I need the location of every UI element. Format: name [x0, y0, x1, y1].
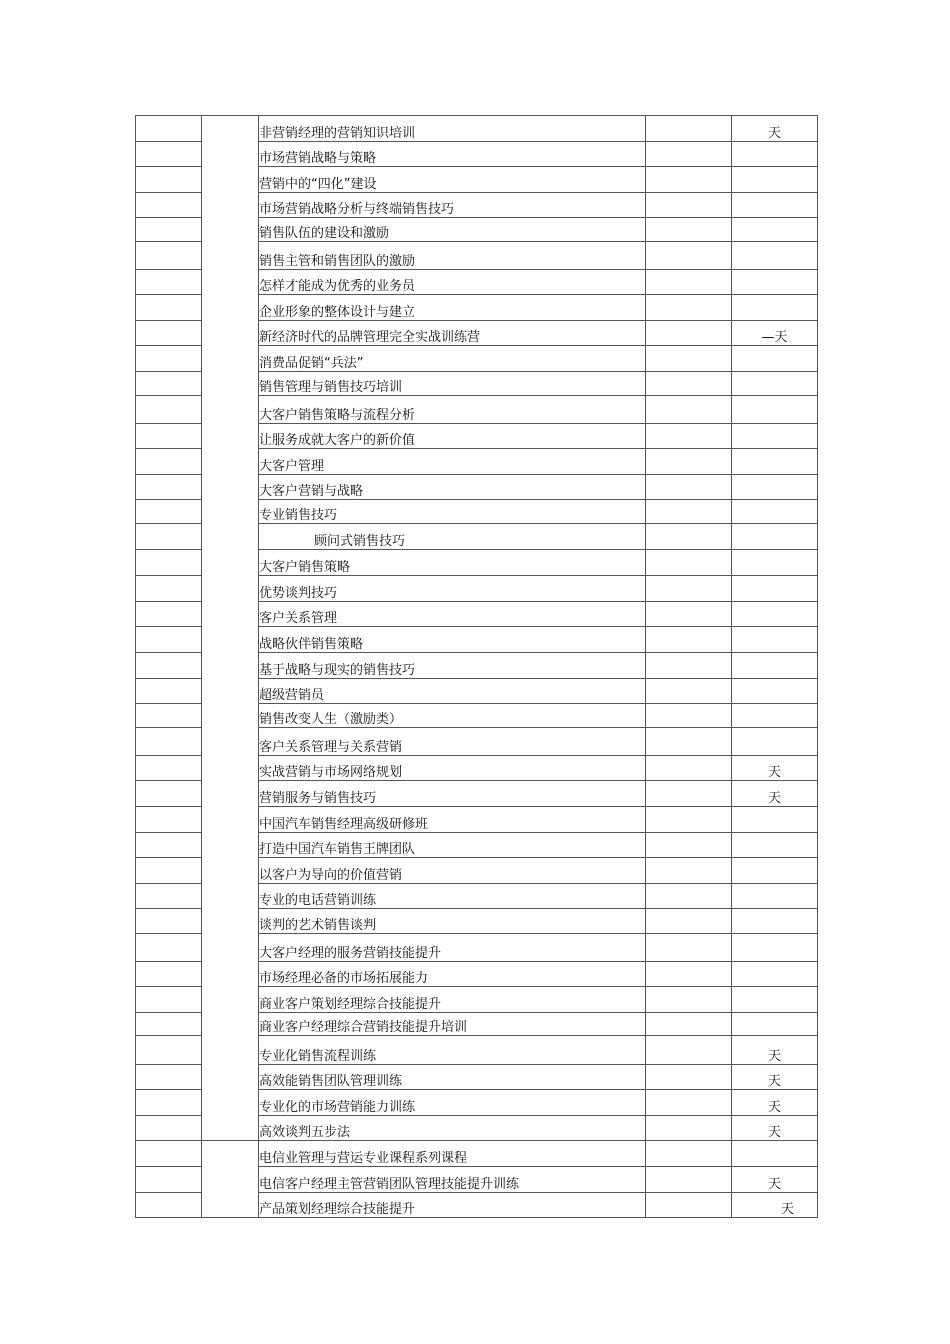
row-index-cell	[136, 807, 202, 833]
course-name: 非营销经理的营销知识培训	[259, 116, 646, 142]
course-duration	[732, 524, 818, 550]
course-name: 基于战略与现实的销售技巧	[259, 653, 646, 679]
course-duration	[732, 1013, 818, 1036]
course-name: 高效能销售团队管理训练	[259, 1065, 646, 1090]
blank-cell	[646, 627, 732, 653]
row-index-cell	[136, 218, 202, 242]
blank-cell	[646, 962, 732, 987]
blank-cell	[646, 424, 732, 449]
row-index-cell	[136, 372, 202, 396]
blank-cell	[646, 500, 732, 524]
course-duration	[732, 167, 818, 193]
course-duration: 天	[732, 1167, 818, 1193]
blank-cell	[646, 372, 732, 396]
blank-cell	[646, 1167, 732, 1193]
course-name: 顾问式销售技巧	[259, 524, 646, 550]
course-duration: 天	[732, 116, 818, 142]
blank-cell	[646, 602, 732, 627]
row-index-cell	[136, 424, 202, 449]
course-name: 新经济时代的品牌管理完全实战训练营	[259, 321, 646, 346]
blank-cell	[646, 396, 732, 424]
course-name: 电信业管理与营运专业课程系列课程	[259, 1141, 646, 1167]
course-table	[135, 115, 818, 1218]
blank-cell	[646, 884, 732, 909]
course-duration	[732, 728, 818, 756]
row-index-cell	[136, 653, 202, 679]
blank-cell	[646, 704, 732, 728]
table-row	[136, 1141, 818, 1167]
row-index-cell	[136, 987, 202, 1013]
course-duration	[732, 679, 818, 704]
row-index-cell	[136, 756, 202, 781]
course-name: 中国汽车销售经理高级研修班	[259, 807, 646, 833]
course-name: 超级营销员	[259, 679, 646, 704]
course-name: 专业化销售流程训练	[259, 1036, 646, 1065]
blank-cell	[646, 781, 732, 807]
course-name: 怎样才能成为优秀的业务员	[259, 270, 646, 295]
course-name: 专业的电话营销训练	[259, 884, 646, 909]
course-name: 以客户为导向的价值营销	[259, 858, 646, 884]
row-index-cell	[136, 242, 202, 270]
blank-cell	[646, 728, 732, 756]
course-name: 商业客户经理综合营销技能提升培训	[259, 1013, 646, 1036]
row-index-cell	[136, 475, 202, 500]
row-index-cell	[136, 1065, 202, 1090]
blank-cell	[646, 807, 732, 833]
course-duration	[732, 627, 818, 653]
blank-cell	[646, 1036, 732, 1065]
course-duration: 天	[732, 1116, 818, 1141]
course-name: 战略伙伴销售策略	[259, 627, 646, 653]
row-index-cell	[136, 346, 202, 372]
course-name: 市场营销战略分析与终端销售技巧	[259, 193, 646, 218]
course-duration	[732, 704, 818, 728]
blank-cell	[646, 679, 732, 704]
row-index-cell	[136, 781, 202, 807]
course-name: 实战营销与市场网络规划	[259, 756, 646, 781]
course-duration	[732, 807, 818, 833]
course-duration: 天	[732, 1036, 818, 1065]
blank-cell	[646, 858, 732, 884]
course-name: 客户关系管理	[259, 602, 646, 627]
course-name: 消费品促销“兵法”	[259, 346, 646, 372]
row-index-cell	[136, 116, 202, 142]
course-name: 销售队伍的建设和激励	[259, 218, 646, 242]
course-duration	[732, 576, 818, 602]
row-index-cell	[136, 500, 202, 524]
course-name: 商业客户策划经理综合技能提升	[259, 987, 646, 1013]
course-name: 大客户营销与战略	[259, 475, 646, 500]
row-index-cell	[136, 576, 202, 602]
row-index-cell	[136, 550, 202, 576]
category-cell	[202, 1141, 259, 1218]
blank-cell	[646, 346, 732, 372]
course-name: 企业形象的整体设计与建立	[259, 295, 646, 321]
row-index-cell	[136, 934, 202, 962]
blank-cell	[646, 167, 732, 193]
course-duration	[732, 242, 818, 270]
blank-cell	[646, 270, 732, 295]
course-name: 电信客户经理主管营销团队管理技能提升训练	[259, 1167, 646, 1193]
course-duration	[732, 602, 818, 627]
blank-cell	[646, 1193, 732, 1218]
course-duration	[732, 858, 818, 884]
course-duration: —天	[732, 321, 818, 346]
row-index-cell	[136, 627, 202, 653]
row-index-cell	[136, 524, 202, 550]
course-name: 销售主管和销售团队的激励	[259, 242, 646, 270]
course-name: 销售改变人生（激励类）	[259, 704, 646, 728]
row-index-cell	[136, 1036, 202, 1065]
blank-cell	[646, 576, 732, 602]
course-name: 客户关系管理与关系营销	[259, 728, 646, 756]
course-name: 产品策划经理综合技能提升	[259, 1193, 646, 1218]
row-index-cell	[136, 602, 202, 627]
row-index-cell	[136, 1116, 202, 1141]
row-index-cell	[136, 1141, 202, 1167]
course-duration	[732, 884, 818, 909]
course-duration	[732, 372, 818, 396]
course-name: 大客户销售策略	[259, 550, 646, 576]
row-index-cell	[136, 909, 202, 934]
course-duration	[732, 424, 818, 449]
row-index-cell	[136, 270, 202, 295]
row-index-cell	[136, 142, 202, 167]
course-duration: 天	[732, 1090, 818, 1116]
row-index-cell	[136, 679, 202, 704]
course-duration	[732, 987, 818, 1013]
blank-cell	[646, 295, 732, 321]
course-name: 专业销售技巧	[259, 500, 646, 524]
course-duration: 天	[732, 1065, 818, 1090]
course-duration	[732, 449, 818, 475]
blank-cell	[646, 524, 732, 550]
course-name: 大客户管理	[259, 449, 646, 475]
course-name: 让服务成就大客户的新价值	[259, 424, 646, 449]
row-index-cell	[136, 193, 202, 218]
row-index-cell	[136, 884, 202, 909]
course-name: 优势谈判技巧	[259, 576, 646, 602]
course-name: 大客户经理的服务营销技能提升	[259, 934, 646, 962]
course-duration: 天	[732, 781, 818, 807]
course-duration	[732, 142, 818, 167]
course-name: 销售管理与销售技巧培训	[259, 372, 646, 396]
row-index-cell	[136, 396, 202, 424]
row-index-cell	[136, 167, 202, 193]
blank-cell	[646, 934, 732, 962]
row-index-cell	[136, 962, 202, 987]
row-index-cell	[136, 858, 202, 884]
blank-cell	[646, 218, 732, 242]
blank-cell	[646, 550, 732, 576]
blank-cell	[646, 321, 732, 346]
blank-cell	[646, 1013, 732, 1036]
category-cell	[202, 116, 259, 1141]
row-index-cell	[136, 295, 202, 321]
blank-cell	[646, 1065, 732, 1090]
course-name: 谈判的艺术销售谈判	[259, 909, 646, 934]
blank-cell	[646, 449, 732, 475]
course-name: 高效谈判五步法	[259, 1116, 646, 1141]
blank-cell	[646, 475, 732, 500]
row-index-cell	[136, 704, 202, 728]
course-name: 大客户销售策略与流程分析	[259, 396, 646, 424]
blank-cell	[646, 1116, 732, 1141]
blank-cell	[646, 1090, 732, 1116]
row-index-cell	[136, 1167, 202, 1193]
course-duration: 天	[732, 756, 818, 781]
course-duration	[732, 653, 818, 679]
blank-cell	[646, 142, 732, 167]
course-name: 营销中的“四化”建设	[259, 167, 646, 193]
blank-cell	[646, 987, 732, 1013]
blank-cell	[646, 653, 732, 679]
course-duration	[732, 270, 818, 295]
course-duration	[732, 218, 818, 242]
course-duration	[732, 909, 818, 934]
course-duration	[732, 962, 818, 987]
course-duration	[732, 396, 818, 424]
course-name: 打造中国汽车销售王牌团队	[259, 833, 646, 858]
course-table-body	[136, 116, 818, 1218]
blank-cell	[646, 242, 732, 270]
row-index-cell	[136, 449, 202, 475]
row-index-cell	[136, 1193, 202, 1218]
blank-cell	[646, 116, 732, 142]
row-index-cell	[136, 321, 202, 346]
course-duration	[732, 833, 818, 858]
course-name: 市场经理必备的市场拓展能力	[259, 962, 646, 987]
course-duration	[732, 934, 818, 962]
course-name: 营销服务与销售技巧	[259, 781, 646, 807]
blank-cell	[646, 909, 732, 934]
row-index-cell	[136, 1013, 202, 1036]
blank-cell	[646, 756, 732, 781]
course-duration	[732, 1141, 818, 1167]
course-duration	[732, 295, 818, 321]
course-name: 专业化的市场营销能力训练	[259, 1090, 646, 1116]
course-duration	[732, 346, 818, 372]
blank-cell	[646, 833, 732, 858]
row-index-cell	[136, 833, 202, 858]
row-index-cell	[136, 728, 202, 756]
blank-cell	[646, 1141, 732, 1167]
course-duration	[732, 550, 818, 576]
table-row	[136, 116, 818, 142]
course-duration	[732, 500, 818, 524]
blank-cell	[646, 193, 732, 218]
course-name: 市场营销战略与策略	[259, 142, 646, 167]
course-duration	[732, 475, 818, 500]
course-duration: 天	[732, 1193, 818, 1218]
row-index-cell	[136, 1090, 202, 1116]
course-duration	[732, 193, 818, 218]
